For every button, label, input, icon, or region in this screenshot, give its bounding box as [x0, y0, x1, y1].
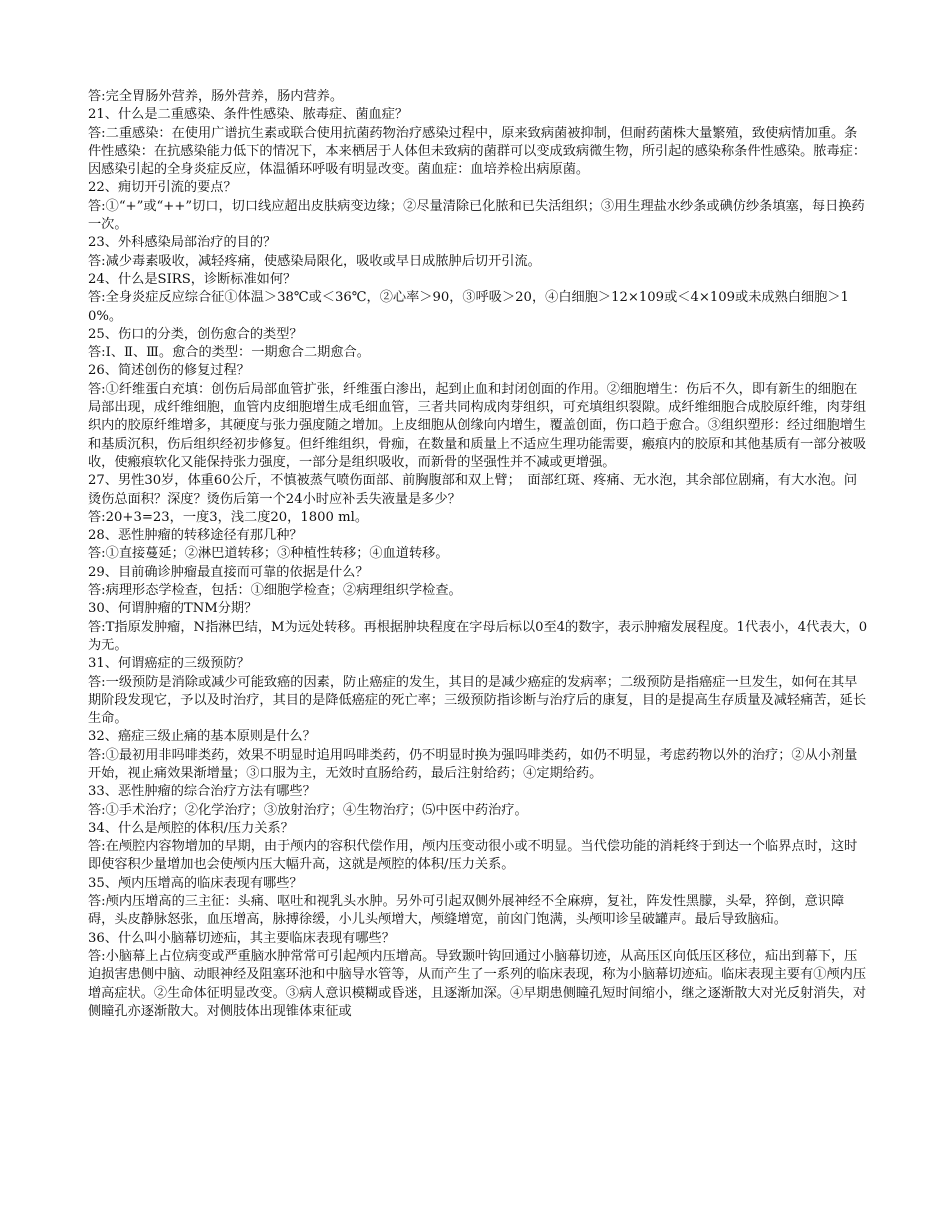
question-27: 27、男性30岁，体重60公斤，不慎被蒸气喷伤面部、前胸腹部和双上臂； 面部红斑、疼痛、无水泡，其余部位剧痛，有大水泡。问烫伤总面积？深度？烫伤后第一个24小时应补丢失液量是多少？: [88, 473, 858, 507]
question-24: 24、什么是SIRS，诊断标准如何？: [88, 271, 297, 287]
question-25: 25、伤口的分类，创伤愈合的类型？: [88, 326, 303, 342]
question-23: 23、外科感染局部治疗的目的？: [88, 235, 277, 251]
answer-32: 答:①最初用非吗啡类药，效果不明显时追用吗啡类药，仍不明显时换为强吗啡类药，如仍不明显，考虑药物以外的治疗；②从小剂量开始，视止痛效果渐增量；③口服为主，无效时直肠给药，最后注射给药；④定期给药。: [88, 747, 858, 781]
answer-23: 答:减少毒素吸收，减轻疼痛，使感染局限化，吸收或早日成脓肿后切开引流。: [88, 253, 541, 269]
answer-31: 答:一级预防是消除或减少可能致癌的因素，防止癌症的发生，其目的是减少癌症的发病率；二级预防是指癌症一旦发生，如何在其早期阶段发现它，予以及时治疗，其目的是降低癌症的死亡率；三级预防指诊断与治疗后的康复，目的是提高生存质量及减轻痛苦，延长生命。: [88, 674, 867, 727]
question-30: 30、何谓肿瘤的TNM分期？: [88, 601, 258, 617]
answer-22: 答:①“+”或“++”切口，切口线应超出皮肤病变边缘；②尽量清除已化脓和已失活组织；③用生理盐水纱条或碘仿纱条填塞，每日换药一次。: [88, 198, 865, 233]
answer-29: 答:病理形态学检查，包括：①细胞学检查；②病理组织学检查。: [88, 583, 462, 599]
answer-34: 答:在颅腔内容物增加的早期，由于颅内的容积代偿作用，颅内压变动很小或不明显。当代偿功能的消耗终于到达一个临界点时，这时即使容积少量增加也会使颅内压大幅升高，这就是颅腔的体积/压力关系。: [88, 839, 858, 873]
question-21: 21、什么是二重感染、条件性感染、脓毒症、菌血症？: [88, 107, 409, 123]
question-31: 31、何谓癌症的三级预防？: [88, 656, 250, 672]
answer-28: 答:①直接蔓延；②淋巴道转移；③种植性转移；④血道转移。: [88, 546, 449, 562]
answer-33: 答:①手术治疗；②化学治疗；③放射治疗；④生物治疗；⑸中医中药治疗。: [88, 802, 528, 818]
answer-24: 答:全身炎症反应综合征①体温＞38℃或＜36℃，②心率＞90，③呼吸＞20，④白细胞＞12×109或＜4×109或未成熟白细胞＞10%。: [88, 290, 849, 324]
answer-30: 答:T指原发肿瘤，N指淋巴结，M为远处转移。再根据肿块程度在字母后标以0至4的数字，表示肿瘤发展程度。1代表小，4代表大，0为无。: [88, 619, 868, 653]
question-26: 26、简述创伤的修复过程？: [88, 363, 250, 379]
answer-36: 答:小脑幕上占位病变或严重脑水肿常常可引起颅内压增高。导致颞叶钩回通过小脑幕切迹，从高压区向低压区移位，疝出到幕下，压迫损害患侧中脑、动眼神经及阻塞环池和中脑导水管等，从而产生了一系列的临床表现，称为小脑幕切迹疝。临床表现主要有①颅内压增高症状。②生命体征明显改变。③病人意识模糊或昏迷，且逐渐加深。④早期患侧瞳孔短时间缩小，继之逐渐散大对光反射消失，对侧瞳孔亦逐渐散大。对侧肢体出现锥体束征或: [88, 948, 867, 1019]
question-33: 33、恶性肿瘤的综合治疗方法有哪些？: [88, 784, 316, 800]
answer-26: 答:①纤维蛋白充填：创伤后局部血管扩张，纤维蛋白渗出，起到止血和封闭创面的作用。②细胞增生：伤后不久，即有新生的细胞在局部出现，成纤维细胞，血管内皮细胞增生成毛细血管，三者共同构成肉芽组织，可充填组织裂隙。成纤维细胞合成胶原纤维，肉芽组织内的胶原纤维增多，其硬度与张力强度随之增加。上皮细胞从创缘向内增生，覆盖创面，伤口趋于愈合。③组织塑形：经过细胞增生和基质沉积，伤后组织经初步修复。但纤维组织，骨痂，在数量和质量上不适应生理功能需要，瘢痕内的胶原和其他基质有一部分被吸收，使瘢痕软化又能保持张力强度，一部分是组织吸收，而新骨的坚强性并不减或更增强。: [88, 381, 867, 470]
answer-35: 答:颅内压增高的三主征：头痛、呕吐和视乳头水肿。另外可引起双侧外展神经不全麻痹，复社，阵发性黑朦，头晕，猝倒，意识障碍，头皮静脉怒张，血压增高，脉搏徐缓，小儿头颅增大，颅缝增宽，前囟门饱满，头颅叩诊呈破罐声。最后导致脑疝。: [88, 894, 845, 928]
answer-25: 答:Ⅰ、Ⅱ、Ⅲ。愈合的类型：一期愈合二期愈合。: [88, 345, 370, 361]
answer-27: 答:20+3=23，一度3，浅二度20，1800 ml。: [88, 509, 369, 525]
question-28: 28、恶性肿瘤的转移途径有那几种？: [88, 528, 303, 544]
question-34: 34、什么是颅腔的体积/压力关系？: [88, 820, 294, 836]
question-32: 32、癌症三级止痛的基本原则是什么？: [88, 729, 316, 745]
answer-21: 答:二重感染：在使用广谱抗生素或联合使用抗菌药物治疗感染过程中，原来致病菌被抑制，但耐药菌株大量繁殖，致使病情加重。条件性感染：在抗感染能力低下的情况下，本来栖居于人体但未致病的菌群可以变成致病微生物，所引起的感染称条件性感染。脓毒症：因感染引起的全身炎症反应，体温循环呼吸有明显改变。菌血症：血培养检出病原菌。: [88, 125, 867, 178]
answer-20: 答:完全胃肠外营养，肠外营养，肠内营养。: [88, 89, 344, 104]
question-22: 22、痈切开引流的要点？: [88, 180, 237, 196]
question-36: 36、什么叫小脑幕切迹疝，其主要临床表现有哪些？: [88, 930, 395, 946]
question-29: 29、目前确诊肿瘤最直接而可靠的依据是什么？: [88, 564, 369, 580]
question-35: 35、颅内压增高的临床表现有哪些？: [88, 875, 303, 891]
